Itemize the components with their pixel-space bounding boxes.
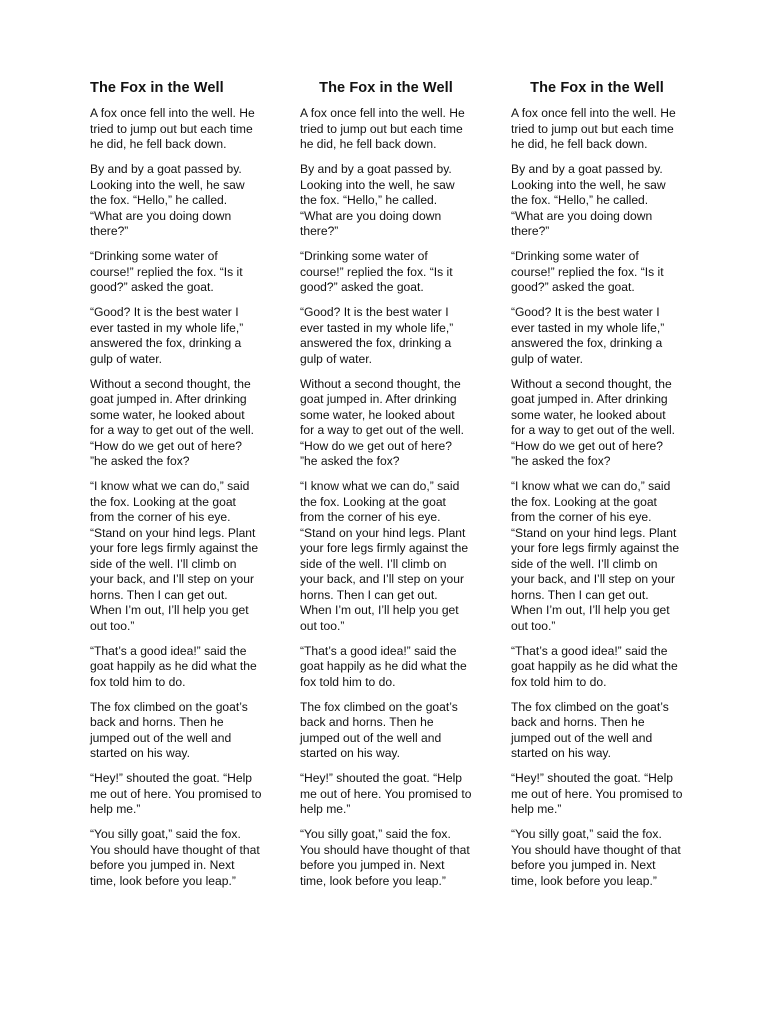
story-paragraph-7: “That’s a good idea!” said the goat happily as he did what the fox told him to do.	[511, 643, 678, 689]
story-paragraph-10: “You silly goat,” said the fox. You should have thought of that before you jumped in. Next time, look before you leap.”	[511, 827, 681, 888]
story-paragraph-1: A fox once fell into the well. He tried to jump out but each time he did, he fell back down.	[511, 106, 676, 151]
story-paragraph-6: “I know what we can do,” said the fox. Looking at the goat from the corner of his eye. “Stand on your hind legs. Plant your fore legs firmly against the side of the well. I’ll climb on your back, and I’ll step on your horns. Then I can get out. When I’m out, I’ll help you get out too.”	[90, 479, 259, 633]
story-paragraph-7: “That’s a good idea!” said the goat happily as he did what the fox told him to do.	[300, 643, 467, 689]
story-column-1	[90, 78, 262, 899]
story-paragraph-3: “Drinking some water of course!” replied the fox. “Is it good?” asked the goat.	[300, 249, 453, 294]
story-title: The Fox in the Well	[90, 80, 224, 96]
story-paragraph-5: Without a second thought, the goat jumped in. After drinking some water, he looked about for a way to get out of the well. “How do we get out of here? ”he asked the fox?	[300, 376, 465, 468]
story-paragraph-3: “Drinking some water of course!” replied the fox. “Is it good?” asked the goat.	[90, 249, 243, 294]
story-paragraph-4: “Good? It is the best water I ever tasted in my whole life,” answered the fox, drinking a gulp of water.	[511, 305, 665, 366]
story-paragraph-7: “That’s a good idea!” said the goat happily as he did what the fox told him to do.	[90, 643, 257, 689]
story-title: The Fox in the Well	[530, 80, 664, 96]
story-paragraph-4: “Good? It is the best water I ever tasted in my whole life,” answered the fox, drinking a gulp of water.	[90, 305, 244, 366]
story-paragraph-4: “Good? It is the best water I ever tasted in my whole life,” answered the fox, drinking a gulp of water.	[300, 305, 454, 366]
story-paragraph-5: Without a second thought, the goat jumped in. After drinking some water, he looked about for a way to get out of the well. “How do we get out of here? ”he asked the fox?	[90, 376, 255, 468]
story-paragraph-2: By and by a goat passed by. Looking into the well, he saw the fox. “Hello,” he called. “What are you doing down there?”	[90, 162, 245, 238]
story-paragraph-9: “Hey!” shouted the goat. “Help me out of here. You promised to help me.”	[511, 771, 683, 816]
story-paragraph-8: The fox climbed on the goat’s back and horns. Then he jumped out of the well and started on his way.	[90, 699, 248, 760]
story-column-2	[300, 78, 472, 899]
story-paragraph-1: A fox once fell into the well. He tried to jump out but each time he did, he fell back down.	[90, 106, 255, 151]
story-paragraph-8: The fox climbed on the goat’s back and horns. Then he jumped out of the well and started on his way.	[511, 699, 669, 760]
story-paragraph-3: “Drinking some water of course!” replied the fox. “Is it good?” asked the goat.	[511, 249, 664, 294]
story-column-3	[511, 78, 683, 899]
story-paragraph-10: “You silly goat,” said the fox. You should have thought of that before you jumped in. Next time, look before you leap.”	[300, 827, 470, 888]
story-paragraph-6: “I know what we can do,” said the fox. Looking at the goat from the corner of his eye. “Stand on your hind legs. Plant your fore legs firmly against the side of the well. I’ll climb on your back, and I’ll step on your horns. Then I can get out. When I’m out, I’ll help you get out too.”	[300, 479, 469, 633]
story-paragraph-2: By and by a goat passed by. Looking into the well, he saw the fox. “Hello,” he called. “What are you doing down there?”	[511, 162, 666, 238]
story-paragraph-9: “Hey!” shouted the goat. “Help me out of here. You promised to help me.”	[300, 771, 472, 816]
story-paragraph-9: “Hey!” shouted the goat. “Help me out of here. You promised to help me.”	[90, 771, 262, 816]
story-paragraph-2: By and by a goat passed by. Looking into the well, he saw the fox. “Hello,” he called. “What are you doing down there?”	[300, 162, 455, 238]
story-paragraph-10: “You silly goat,” said the fox. You should have thought of that before you jumped in. Next time, look before you leap.”	[90, 827, 260, 888]
story-paragraph-8: The fox climbed on the goat’s back and horns. Then he jumped out of the well and started on his way.	[300, 699, 458, 760]
story-paragraph-5: Without a second thought, the goat jumped in. After drinking some water, he looked about for a way to get out of the well. “How do we get out of here? ”he asked the fox?	[511, 376, 676, 468]
story-title: The Fox in the Well	[319, 80, 453, 96]
story-paragraph-1: A fox once fell into the well. He tried to jump out but each time he did, he fell back down.	[300, 106, 465, 151]
story-paragraph-6: “I know what we can do,” said the fox. Looking at the goat from the corner of his eye. “Stand on your hind legs. Plant your fore legs firmly against the side of the well. I’ll climb on your back, and I’ll step on your horns. Then I can get out. When I’m out, I’ll help you get out too.”	[511, 479, 680, 633]
